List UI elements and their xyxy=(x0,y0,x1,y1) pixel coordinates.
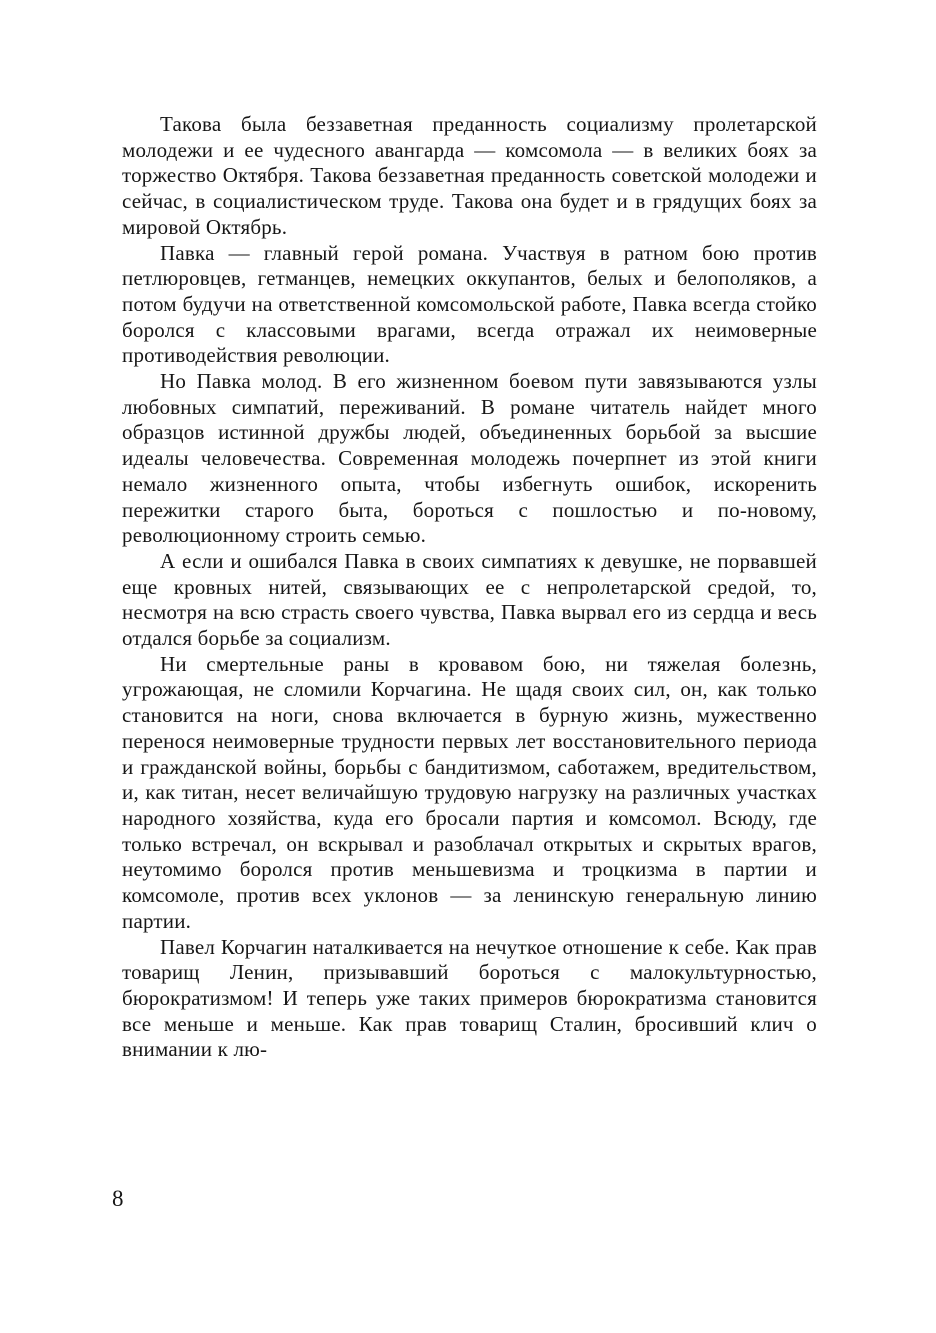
page-number: 8 xyxy=(112,1186,124,1211)
paragraph-5: Ни смертельные раны в кровавом бою, ни тяжелая болезнь, угрожающая, не сломили Корчагина. Не щадя своих сил, он, как только становится на ноги, снова включается в бурную жизнь, мужественно перенося неимоверные трудности первых лет восстановительного периода и гражданской войны, борьбы с бандитизмом, саботажем, вредительством, и, как титан, несет величайшую трудовую нагрузку на различных участках народного хозяйства, куда его бросали партия и комсомол. Всюду, где только встречал, он вскрывал и разоблачал открытых и скрытых врагов, неутомимо боролся против меньшевизма и троцкизма в партии и комсомоле, против всех уклонов — за ленинскую генеральную линию партии. xyxy=(122,651,817,933)
paragraph-4: А если и ошибался Павка в своих симпатиях к девушке, не порвавшей еще кровных нитей, связывающих ее с непролетарской средой, то, несмотря на всю страсть своего чувства, Павка вырвал его из сердца и весь отдался борьбе за социализм. xyxy=(122,548,817,651)
paragraph-2: Павка — главный герой романа. Участвуя в ратном бою против петлюровцев, гетманцев, немецких оккупантов, белых и белополяков, а потом будучи на ответственной комсомольской работе, Павка всегда стойко боролся с классовыми врагами, всегда отражал их неимоверные противодействия революции. xyxy=(122,240,817,368)
paragraph-3: Но Павка молод. В его жизненном боевом пути завязываются узлы любовных симпатий, переживаний. В романе читатель найдет много образцов истинной дружбы людей, объединенных борьбой за высшие идеалы человечества. Современная молодежь почерпнет из этой книги немало жизненного опыта, чтобы избегнуть ошибок, искоренить пережитки старого быта, бороться с пошлостью и по-новому, революционному строить семью. xyxy=(122,369,817,548)
paragraph-1: Такова была беззаветная преданность социализму пролетарской молодежи и ее чудесного авангарда — комсомола — в великих боях за торжество Октября. Такова беззаветная преданность советской молодежи и сейчас, в социалистическом труде. Такова она будет и в грядущих боях за мировой Октябрь. xyxy=(122,112,817,239)
page-text xyxy=(122,112,817,1063)
paragraph-6: Павел Корчагин наталкивается на нечуткое отношение к себе. Как прав товарищ Ленин, призывавший бороться с малокультурностью, бюрократизмом! И теперь уже таких примеров бюрократизма становится все меньше и меньше. Как прав товарищ Сталин, бросивший клич о внимании к лю- xyxy=(122,934,817,1062)
